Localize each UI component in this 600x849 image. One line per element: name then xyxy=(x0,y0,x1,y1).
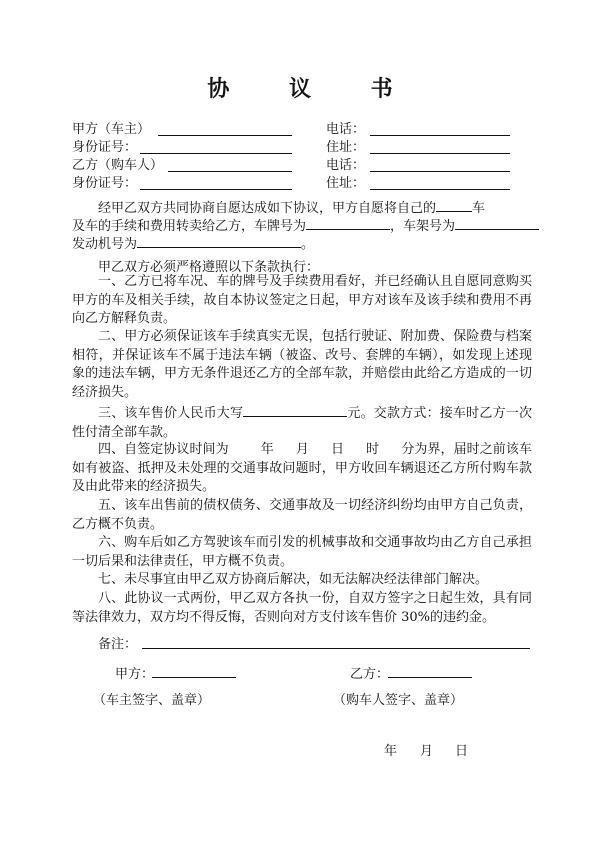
party-a-sign-label: 甲方： xyxy=(115,667,155,682)
phone-label: 电话： xyxy=(326,158,366,173)
date-year: 年 xyxy=(384,744,398,759)
party-a-sign-note: （车主签字、盖章） xyxy=(93,693,211,708)
preamble: 甲乙双方必须严格遵照以下条款执行： xyxy=(98,260,320,275)
clause-4: 四、自签定协议时间为 年 月 日 时 分为界，届时之前该车如有被盗、抵押及未处理的交通事故问题时，甲方收回车辆退还乙方所付购车款及由此带来的经济损失。 xyxy=(72,442,532,495)
party-a-id-field[interactable] xyxy=(140,153,292,154)
car-brand-blank[interactable] xyxy=(436,199,472,212)
remarks-field[interactable] xyxy=(142,648,530,649)
clause-2: 二、甲方必须保证该车手续真实无误，包括行驶证、附加费、保险费与档案相符，并保证该车不属于违法车辆（被盗、改号、套牌的车辆），如发现上述现象的违法车辆，甲方无条件退还乙方的全部车款，并赔偿由此给乙方造成的一切经济损失。 xyxy=(72,329,532,400)
party-a-phone-field[interactable] xyxy=(370,135,510,136)
party-b-sign-label: 乙方： xyxy=(350,667,390,682)
clause-8: 八、此协议一式两份，甲乙双方各执一份，自双方签字之日起生效，具有同等法律效力，双方均不得反悔，否则向对方支付该车售价 30%的违约金。 xyxy=(72,591,532,625)
clause-1: 一、乙方已将车况、车的牌号及手续费用看好，并已经确认且自愿同意购买甲方的车及相关手续，故自本协议签定之日起，甲方对该车及该手续和费用不再向乙方解释负责。 xyxy=(72,274,532,327)
party-b-address-field[interactable] xyxy=(370,189,510,190)
clause-3: 三、该车售价人民币大写 元。交款方式：接车时乙方一次性付清全部车款。 xyxy=(72,406,532,440)
party-a-field[interactable] xyxy=(158,135,292,136)
party-a-signature-field[interactable] xyxy=(152,677,236,678)
address-label: 住址： xyxy=(326,176,366,191)
id-label: 身份证号： xyxy=(72,176,138,191)
phone-label: 电话： xyxy=(326,122,366,137)
document-title: 协 议 书 xyxy=(207,76,419,102)
engine-number-blank[interactable] xyxy=(137,235,301,248)
clause-7: 七、未尽事宜由甲乙双方协商后解决，如无法解决经法律部门解决。 xyxy=(98,572,489,587)
party-b-signature-field[interactable] xyxy=(388,677,472,678)
intro-line-1: 经甲乙双方共同协商自愿达成如下协议，甲方自愿将自己的 车 xyxy=(98,201,486,216)
date-month: 月 xyxy=(420,744,434,759)
clause-5: 五、该车出售前的债权债务、交通事故及一切经济纠纷均由甲方自己负责，乙方概不负责。 xyxy=(72,498,532,532)
intro-line-3: 发动机号为 。 xyxy=(72,237,315,252)
party-b-field[interactable] xyxy=(168,171,292,172)
party-b-id-field[interactable] xyxy=(140,189,292,190)
party-b-phone-field[interactable] xyxy=(370,171,510,172)
plate-number-blank[interactable] xyxy=(306,217,390,230)
remarks-label: 备注： xyxy=(98,637,138,652)
party-b-label: 乙方（购车人） xyxy=(72,158,164,173)
date-day: 日 xyxy=(455,744,469,759)
clause-6: 六、购车后如乙方驾驶该车而引发的机械事故和交通事故均由乙方自己承担一切后果和法律责任，甲方概不负责。 xyxy=(72,535,532,569)
party-b-sign-note: （购车人签字、盖章） xyxy=(333,693,464,708)
intro-line-2: 及车的手续和费用转卖给乙方，车牌号为 ，车架号为 xyxy=(72,215,539,234)
price-blank[interactable] xyxy=(243,404,347,417)
party-a-label: 甲方（车主） xyxy=(72,122,151,137)
id-label: 身份证号： xyxy=(72,140,138,155)
frame-number-blank[interactable] xyxy=(455,217,539,230)
party-a-address-field[interactable] xyxy=(370,153,510,154)
address-label: 住址： xyxy=(326,140,366,155)
